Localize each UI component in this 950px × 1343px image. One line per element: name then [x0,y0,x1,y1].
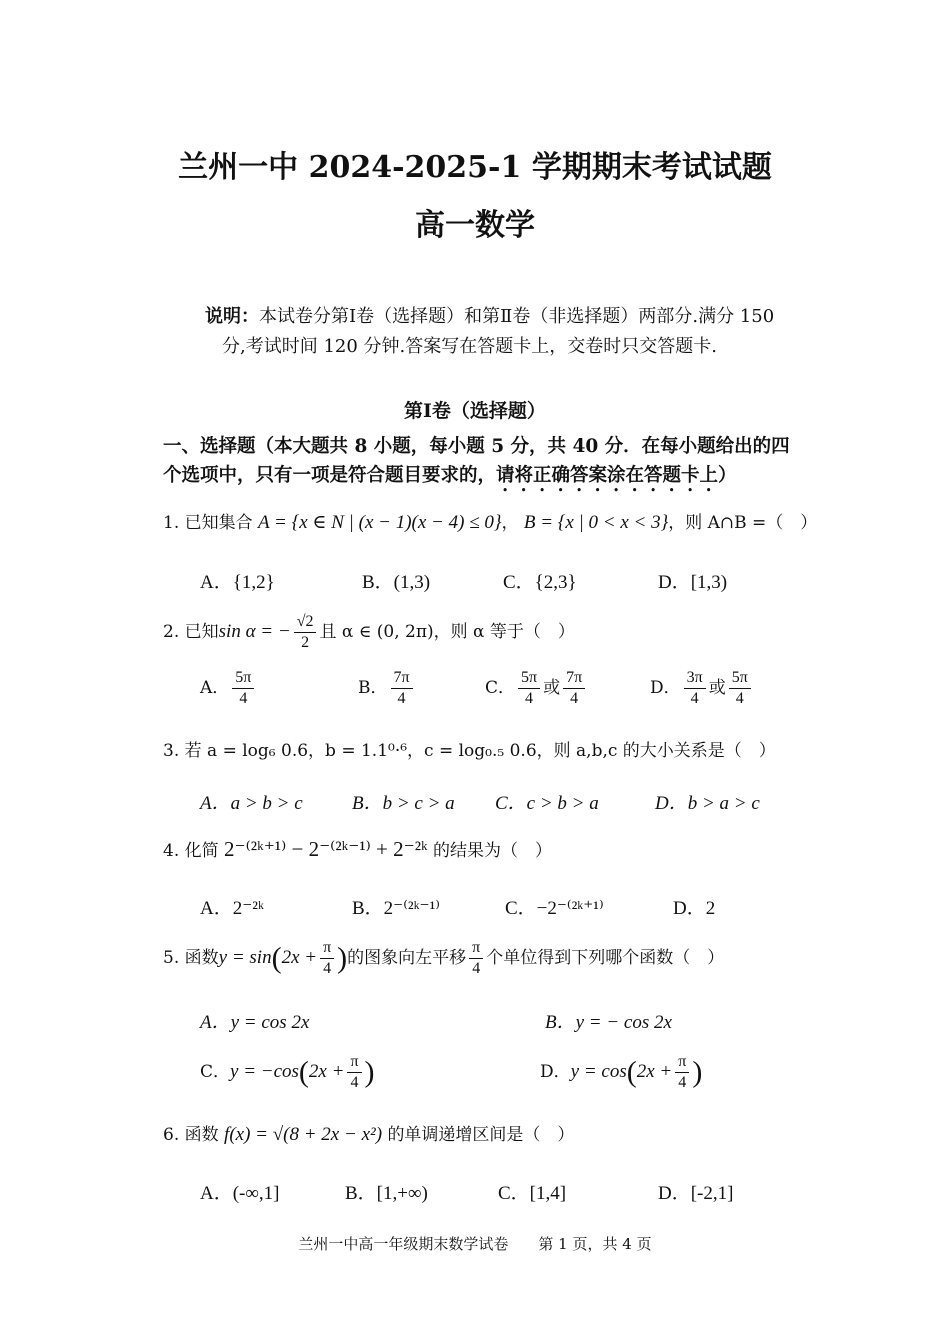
q1-option-a: A．{1,2} [200,572,275,593]
q3-number: 3. [163,741,180,761]
part-intro-line1: 一、选择题（本大题共 8 小题，每小题 5 分，共 40 分．在每小题给出的四 [163,436,790,457]
page-footer: 兰州一中高一年级期末数学试卷 第 1 页，共 4 页 [298,1235,652,1253]
part-intro-line2 [163,461,737,496]
q5-number: 5. [163,948,180,968]
q3-option-b: B．b > c > a [352,793,455,814]
q4-lead: 化简 [184,841,219,861]
question-5: 5. 函数y = sin(2x + $\frac{\pi}{4}$ )的图象向左平移 $\frac{\pi}{4}$ 个单位得到下列哪个函数（ ） [163,939,725,977]
q5-option-c: C．y = −cos(2x + $\frac{\pi}{4}$ ) [200,1053,375,1091]
q3-option-a: A．a > b > c [200,793,303,814]
q1-number: 1. [163,513,180,533]
q2-option-c: C． $\frac{5\pi}{4}$ 或 $\frac{7\pi}{4}$ [485,668,588,709]
q2-lead: 已知 [184,622,219,642]
q1-lead: 已知集合 [184,513,253,533]
q1-set-a: A = {x ∈ N | (x − 1)(x − 4) ≤ 0} [258,512,502,533]
question-6 [163,1120,574,1146]
q4-option-a: A．2⁻²ᵏ [200,898,264,919]
q6-option-b: B．[1,+∞) [345,1183,428,1204]
q5-option-d: D．y = cos(2x + $\frac{\pi}{4}$ ) [540,1053,703,1091]
q2-option-b: B． $\frac{7\pi}{4}$ [358,668,416,709]
q2-condition: sin α = − [218,621,291,642]
section-title: 第Ⅰ卷（选择题） [404,400,546,422]
q4-tail: 的结果为（ ） [433,841,553,861]
q6-lead: 函数 [184,1125,219,1145]
q3-text: 若 a = log₆ 0.6，b = 1.1⁰·⁶，c = log₀.₅ 0.6，则 a,b,c 的大小关系是（ ） [184,741,776,761]
q4-option-c: C．−2⁻⁽²ᵏ⁺¹⁾ [505,898,604,919]
question-3 [163,736,776,761]
q1-option-d: D．[1,3) [658,572,728,593]
q4-number: 4. [163,841,180,861]
q6-expression: f(x) = √(8 + 2x − x²) [224,1124,383,1145]
q6-number: 6. [163,1125,180,1145]
note-line1: 本试卷分第Ⅰ卷（选择题）和第Ⅱ卷（非选择题）两部分.满分 150 [259,306,775,327]
question-4 [163,836,552,862]
q4-option-d: D．2 [673,898,716,919]
q1-option-b: B．(1,3) [362,572,431,593]
q2-option-a: A． $\frac{5\pi}{4}$ [200,668,257,709]
q3-option-c: C．c > b > a [495,793,599,814]
q1-tail: ，则 A∩B =（ ） [668,513,818,533]
q5-tail: 个单位得到下列哪个函数（ ） [486,948,725,968]
q1-set-b: B = {x | 0 < x < 3} [523,512,669,533]
q2-fraction: $\frac{√2}{2}$ [294,612,317,653]
q5-option-a: A．y = cos 2x [200,1012,310,1033]
part-intro-emphasis: 请将正确答案涂在答题卡上 [496,465,719,486]
q5-lead: 函数 [184,948,219,968]
note-line2: 分,考试时间 120 分钟.答案写在答题卡上，交卷时只交答题卡. [222,336,717,357]
part-intro-c: ） [718,465,737,486]
q5-shift-fraction: $\frac{\pi}{4}$ [469,938,483,979]
q2-number: 2. [163,622,180,642]
q2-mid: 且 α ∈ (0, 2π)，则 α 等于（ ） [319,622,575,642]
note-label: 说明： [205,306,259,327]
q6-tail: 的单调递增区间是（ ） [387,1125,575,1145]
part-intro-a: 个选项中，只有一项是符合题目要求的， [163,465,497,486]
q6-option-a: A．(-∞,1] [200,1183,280,1204]
q3-option-d: D．b > a > c [655,793,760,814]
q6-option-c: C．[1,4] [498,1183,567,1204]
q2-option-d: D． $\frac{3\pi}{4}$ 或 $\frac{5\pi}{4}$ [650,668,754,709]
q5-option-b: B．y = − cos 2x [545,1012,672,1033]
q4-expression: 2⁻⁽²ᵏ⁺¹⁾ − 2⁻⁽²ᵏ⁻¹⁾ + 2⁻²ᵏ [224,837,428,861]
q4-option-b: B．2⁻⁽²ᵏ⁻¹⁾ [352,898,440,919]
subject-title: 高一数学 [415,208,535,243]
question-2 [163,612,575,653]
q5-mid: 的图象向左平移 [347,948,467,968]
question-1: 1. 已知集合 A = {x ∈ N | (x − 1)(x − 4) ≤ 0}， B = {x | 0 < x < 3}，则 A∩B =（ ） [163,512,818,533]
q1-option-c: C．{2,3} [503,572,577,593]
q6-option-d: D．[-2,1] [658,1183,734,1204]
exam-note [205,302,774,332]
q5-expr-pre: y = sin [218,947,272,968]
exam-title: 兰州一中 2024-2025-1 学期期末考试试题 [178,150,772,185]
